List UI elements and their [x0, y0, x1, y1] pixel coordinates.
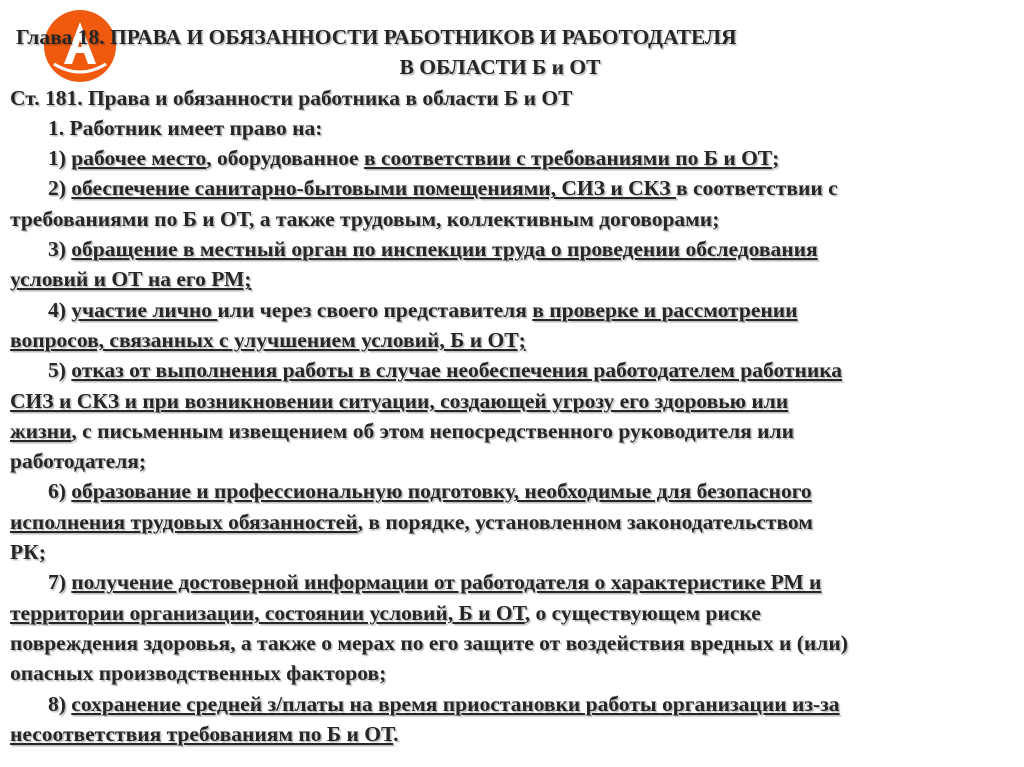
item-text: в соответствии с [675, 176, 838, 201]
item-text: . [393, 721, 399, 746]
item-continuation: РК; [10, 540, 46, 565]
article-title: Ст. 181. Права и обязанности работника в области Б и ОТ [10, 85, 573, 110]
item-number: 8) [48, 691, 66, 716]
list-item [10, 234, 1010, 264]
item-continuation [10, 386, 1010, 416]
item-number: 1) [48, 146, 66, 171]
document-body [10, 22, 1010, 749]
item-text: , оборудованное [206, 146, 364, 171]
underlined-text: сохранение средней з/платы на время приостановки работы организации из-за [71, 691, 840, 716]
underlined-text: вопросов, связанных с улучшением условий, Б и ОТ; [10, 327, 526, 352]
item-text: или через своего представителя [217, 297, 533, 322]
underlined-text: СИЗ и СКЗ и при возникновении ситуации, создающей угрозу его здоровью или [10, 388, 789, 413]
item-continuation [10, 507, 1010, 537]
item-continuation [10, 719, 1010, 749]
list-item [10, 689, 1010, 719]
list-item [10, 567, 1010, 597]
item-number: 2) [48, 176, 66, 201]
underlined-text: обращение в местный орган по инспекции труда о проведении обследования [71, 237, 818, 262]
item-continuation: работодателя; [10, 449, 147, 474]
intro-text: 1. Работник имеет право на: [48, 115, 323, 140]
item-number: 7) [48, 570, 66, 595]
list-item [10, 143, 1010, 173]
list-item [10, 476, 1010, 506]
underlined-text: участие лично [71, 297, 218, 322]
list-item [10, 173, 1010, 203]
underlined-text: исполнения трудовых обязанностей [10, 509, 358, 534]
item-number: 6) [48, 479, 66, 504]
chapter-title-line-1: Глава 18. ПРАВА И ОБЯЗАННОСТИ РАБОТНИКОВ И РАБОТОДАТЕЛЯ [16, 25, 737, 49]
item-number: 5) [48, 358, 66, 383]
item-continuation: повреждения здоровья, а также о мерах по его защите от воздействия вредных и (или) [10, 630, 848, 655]
item-text: , о существующем риске [524, 600, 761, 625]
underlined-text: условий и ОТ на его РМ; [10, 267, 252, 292]
item-text: , с письменным извещением об этом непосредственного руководителя или [71, 418, 794, 443]
item-text: , в порядке, установленном законодательством [357, 509, 813, 534]
underlined-text: в соответствии с требованиями по Б и ОТ [363, 146, 773, 171]
item-number: 4) [48, 297, 66, 322]
underlined-text: образование и профессиональную подготовку, необходимые для безопасного [71, 479, 812, 504]
underlined-text: жизни [10, 418, 72, 443]
underlined-text: рабочее место [71, 146, 207, 171]
item-text: ; [772, 146, 780, 171]
underlined-text: обеспечение санитарно-бытовыми помещениями, СИЗ и СКЗ [71, 176, 676, 201]
item-continuation: опасных производственных факторов; [10, 661, 387, 686]
underlined-text: отказ от выполнения работы в случае необеспечения работодателем работника [71, 358, 843, 383]
list-item [10, 295, 1010, 325]
item-continuation [10, 325, 1010, 355]
list-item [10, 355, 1010, 385]
item-continuation: требованиями по Б и ОТ, а также трудовым, коллективным договорами; [10, 206, 720, 231]
underlined-text: в проверке и рассмотрении [532, 297, 798, 322]
item-number: 3) [48, 237, 66, 262]
chapter-title-line-2: В ОБЛАСТИ Б и ОТ [399, 55, 601, 80]
underlined-text: получение достоверной информации от работодателя о характеристике РМ и [71, 570, 822, 595]
underlined-text: территории организации, состоянии условий, Б и ОТ [10, 600, 525, 625]
item-continuation [10, 264, 1010, 294]
item-continuation [10, 416, 1010, 446]
underlined-text: несоответствия требованиям по Б и ОТ [10, 721, 394, 746]
item-continuation [10, 598, 1010, 628]
